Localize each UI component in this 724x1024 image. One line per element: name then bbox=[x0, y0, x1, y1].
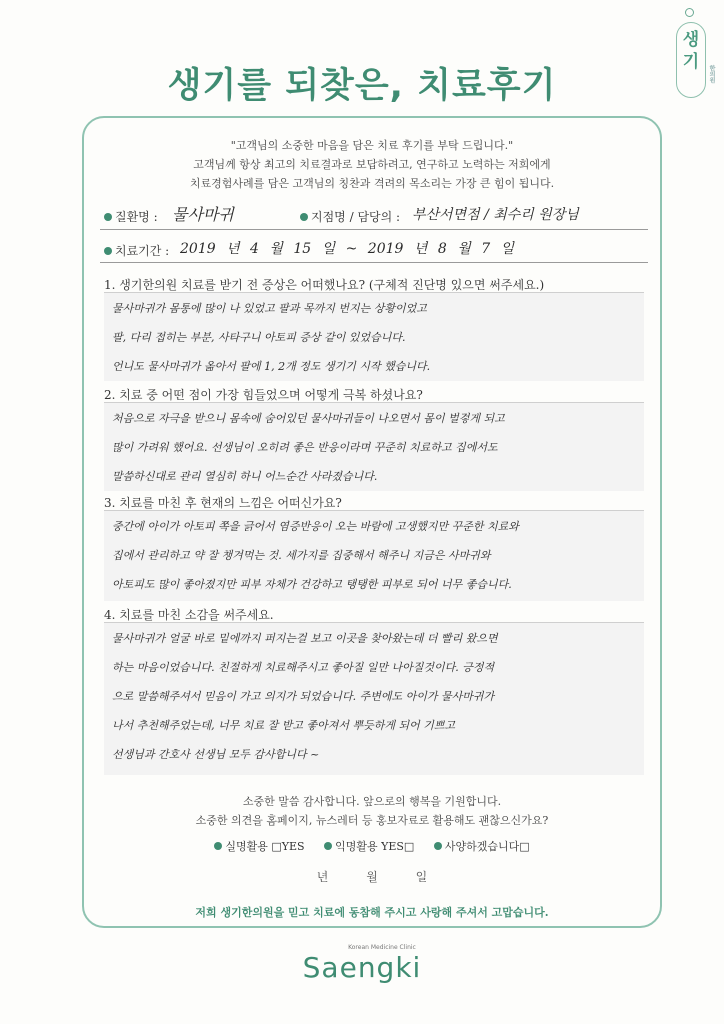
answer-line: 물사마귀가 몸통에 많이 나 있었고 팔과 목까지 번지는 상황이었고 bbox=[112, 302, 427, 315]
consent-options bbox=[86, 838, 658, 854]
disease-value[interactable]: 물사마귀 bbox=[172, 205, 234, 224]
answer-line: 아토피도 많이 좋아졌지만 피부 자체가 건강하고 탱탱한 피부로 되어 너무 좋습니다. bbox=[112, 578, 512, 591]
answer-line: 많이 가려워 했어요. 선생님이 오히려 좋은 반응이라며 꾸준히 치료하고 집에서도 bbox=[112, 441, 498, 454]
question-4: 4. 치료를 마친 소감을 써주세요. bbox=[104, 608, 274, 622]
brand-logo bbox=[0, 944, 724, 984]
consent-decline[interactable]: 사양하겠습니다□ bbox=[434, 840, 530, 853]
logo-dot-icon bbox=[685, 8, 694, 17]
field-underline bbox=[100, 262, 648, 263]
brand-subtitle: Korean Medicine Clinic bbox=[348, 944, 416, 951]
thanks-line-2: 소중한 의견을 홈페이지, 뉴스레터 등 홍보자료로 활용해도 괜찮으신가요? bbox=[195, 814, 549, 827]
intro-line-2: 고객님께 항상 최고의 치료결과로 보답하려고, 연구하고 노력하는 저희에게 bbox=[193, 158, 551, 171]
page-title: 생기를 되찾은, 치료후기 bbox=[167, 66, 557, 106]
question-3: 3. 치료를 마친 후 현재의 느낌은 어떠신가요? bbox=[104, 496, 342, 510]
bullet-dot-icon bbox=[324, 842, 332, 850]
side-logo bbox=[676, 22, 715, 98]
brand-name: Saengki bbox=[302, 951, 422, 984]
answer-2 bbox=[112, 404, 640, 491]
bullet-dot-icon bbox=[104, 247, 112, 255]
answer-line: 나서 추천해주었는데, 너무 치료 잘 받고 좋아져서 뿌듯하게 되어 기쁘고 bbox=[112, 719, 456, 732]
answer-line: 집에서 관리하고 약 잘 챙겨먹는 것. 세가지를 집중해서 해주니 지금은 사마귀와 bbox=[112, 549, 491, 562]
answer-line: 하는 마음이었습니다. 친절하게 치료해주시고 좋아질 일만 나아질것이다. 긍정적 bbox=[112, 661, 495, 674]
answer-line: 팔, 다리 접히는 부분, 사타구니 아토피 증상 같이 있었습니다. bbox=[112, 331, 406, 344]
disease-label: 질환명 : bbox=[104, 208, 158, 225]
side-logo-sub: 한의원 bbox=[708, 65, 715, 83]
question-1: 1. 생기한의원 치료를 받기 전 증상은 어떠했나요? (구체적 진단명 있으면 써주세요.) bbox=[104, 278, 545, 292]
thanks-line-1: 소중한 말씀 감사합니다. 앞으로의 행복을 기원합니다. bbox=[242, 795, 502, 808]
answer-3 bbox=[112, 512, 640, 599]
branch-label: 지점명 / 담당의 : bbox=[300, 208, 400, 225]
thanks-text bbox=[86, 792, 658, 830]
answer-4 bbox=[112, 624, 640, 769]
side-logo-text: 생기 bbox=[682, 30, 700, 72]
bullet-dot-icon bbox=[300, 213, 308, 221]
period-value[interactable]: 2019 년 4 월 15 일 ~ 2019 년 8 월 7 일 bbox=[180, 241, 515, 257]
answer-line: 선생님과 간호사 선생님 모두 감사합니다 ~ bbox=[112, 748, 320, 761]
branch-value[interactable]: 부산서면점 / 최수리 원장님 bbox=[412, 207, 579, 223]
bullet-dot-icon bbox=[434, 842, 442, 850]
answer-line: 처음으로 자극을 받으니 몸속에 숨어있던 물사마귀들이 나오면서 몸이 벌겋게 되고 bbox=[112, 412, 505, 425]
field-underline bbox=[100, 229, 648, 230]
intro-line-1: "고객님의 소중한 마음을 담은 치료 후기를 부탁 드립니다." bbox=[230, 139, 514, 152]
date-line[interactable]: 년 월 일 bbox=[316, 870, 428, 884]
answer-line: 언니도 물사마귀가 옮아서 팔에 1, 2개 정도 생기기 시작 했습니다. bbox=[112, 360, 431, 373]
bullet-dot-icon bbox=[104, 213, 112, 221]
answer-line: 물사마귀가 얼굴 바로 밑에까지 퍼지는걸 보고 이곳을 찾아왔는데 더 빨리 왔으면 bbox=[112, 632, 498, 645]
consent-real-name[interactable]: 실명활용 □YES bbox=[214, 840, 304, 853]
answer-line: 중간에 아이가 아토피 쪽을 긁어서 염증반응이 오는 바람에 고생했지만 꾸준한 치료와 bbox=[112, 520, 519, 533]
question-2: 2. 치료 중 어떤 점이 가장 힘들었으며 어떻게 극복 하셨나요? bbox=[104, 388, 423, 402]
period-label: 치료기간 : bbox=[104, 242, 169, 259]
intro-text bbox=[86, 136, 658, 193]
answer-line: 으로 말씀해주셔서 믿음이 가고 의지가 되었습니다. 주변에도 아이가 물사마귀가 bbox=[112, 690, 495, 703]
bullet-dot-icon bbox=[214, 842, 222, 850]
consent-anonymous[interactable]: 익명활용 YES□ bbox=[324, 840, 414, 853]
intro-line-3: 치료경험사례를 담은 고객님의 칭찬과 격려의 목소리는 가장 큰 힘이 됩니다. bbox=[189, 177, 555, 190]
footer-message: 저희 생기한의원을 믿고 치료에 동참해 주시고 사랑해 주셔서 고맙습니다. bbox=[195, 906, 549, 919]
answer-1 bbox=[112, 294, 640, 381]
answer-line: 말씀하신대로 관리 열심히 하니 어느순간 사라졌습니다. bbox=[112, 470, 378, 483]
